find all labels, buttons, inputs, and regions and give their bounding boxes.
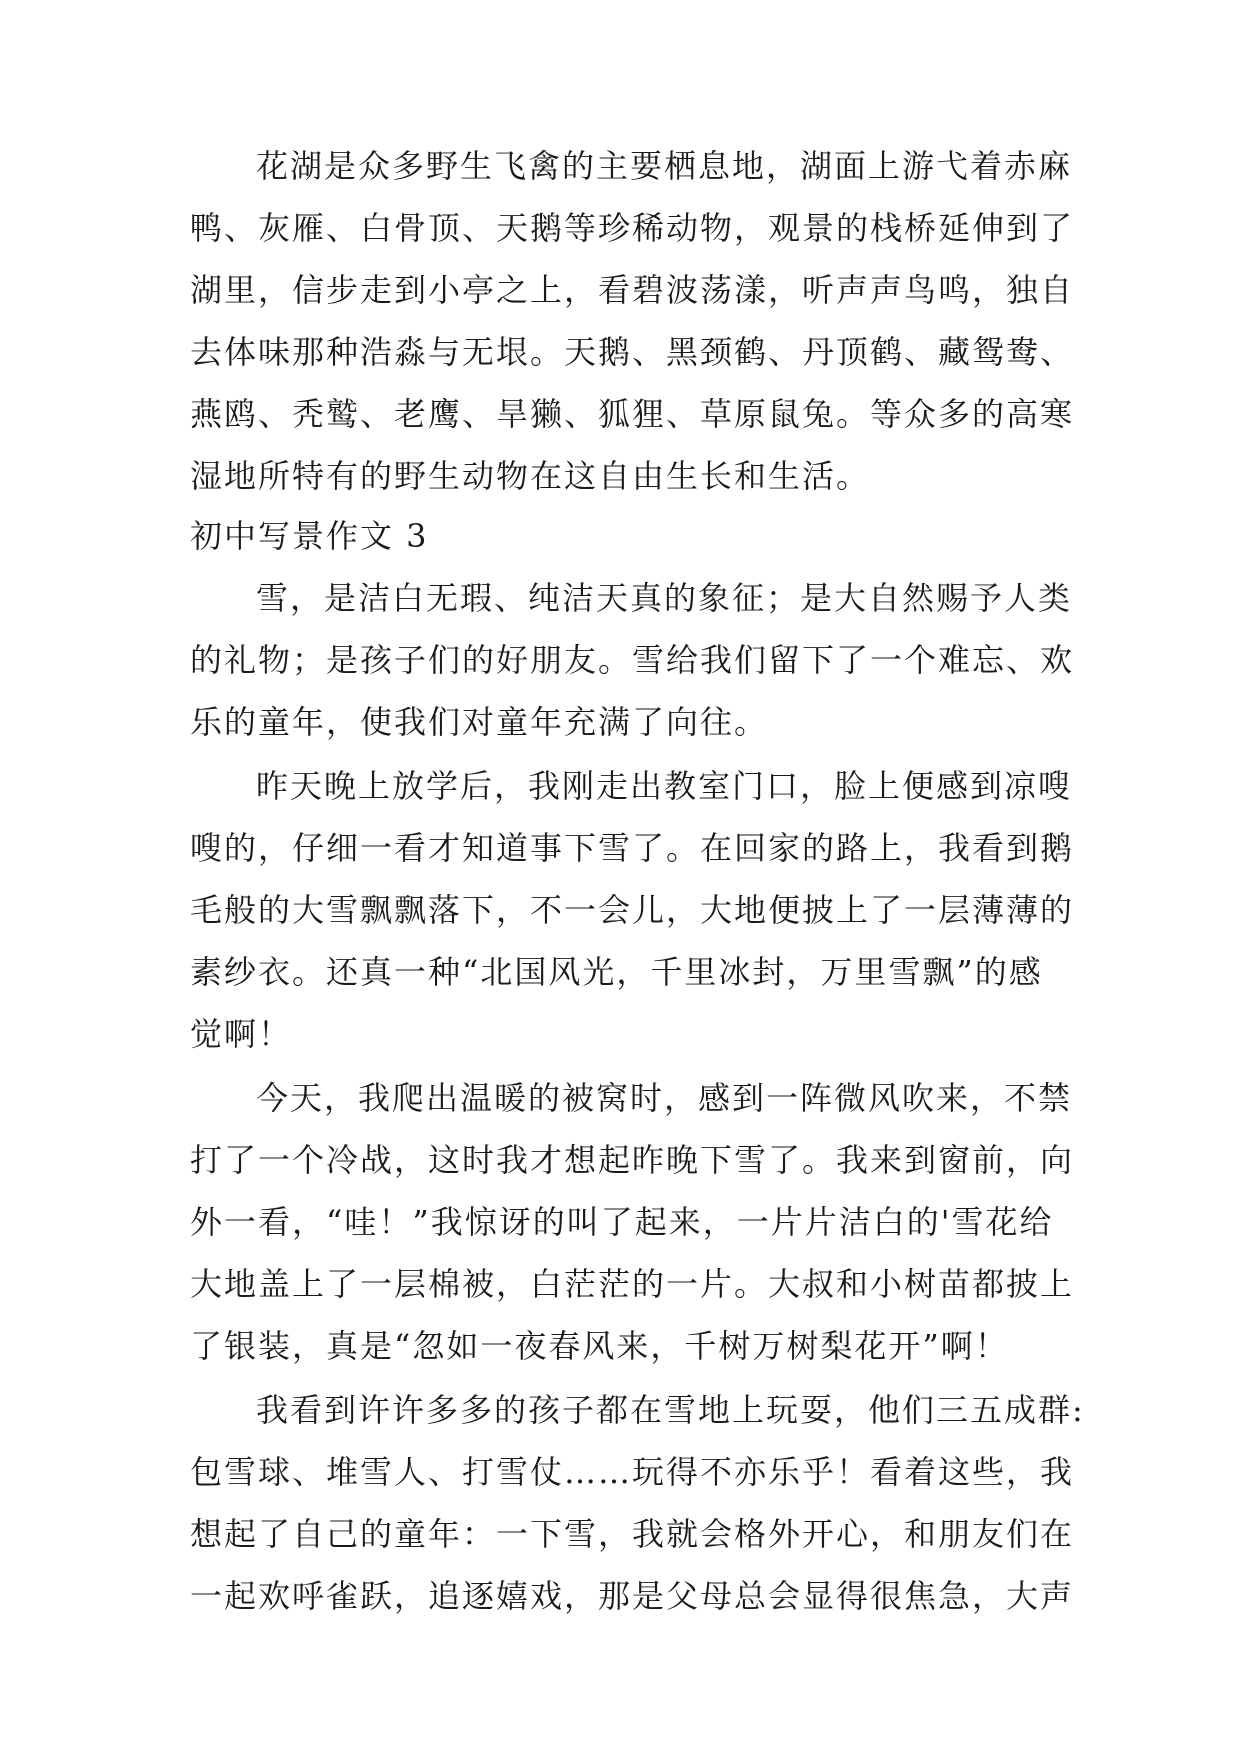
paragraph-line: 去体味那种浩淼与无垠。天鹅、黑颈鹤、丹顶鹤、藏鸳鸯、 bbox=[190, 333, 1075, 371]
paragraph-line: 的礼物；是孩子们的好朋友。雪给我们留下了一个难忘、欢 bbox=[190, 641, 1075, 679]
paragraph-line: 觉啊！ bbox=[190, 1015, 293, 1053]
paragraph-line: 鸭、灰雁、白骨顶、天鹅等珍稀动物，观景的栈桥延伸到了 bbox=[190, 209, 1075, 247]
paragraph-line: 乐的童年，使我们对童年充满了向往。 bbox=[190, 703, 769, 741]
paragraph-line: 昨天晚上放学后，我刚走出教室门口，脸上便感到凉嗖 bbox=[256, 767, 1073, 805]
paragraph-line: 外一看，“哇！”我惊讶的叫了起来，一片片洁白的'雪花给 bbox=[190, 1203, 1054, 1241]
paragraph-line: 大地盖上了一层棉被，白茫茫的一片。大叔和小树苗都披上 bbox=[190, 1265, 1075, 1303]
paragraph-line: 了银装，真是“忽如一夜春风来，千树万树梨花开”啊！ bbox=[190, 1327, 1009, 1365]
paragraph-line: 花湖是众多野生飞禽的主要栖息地，湖面上游弋着赤麻 bbox=[256, 147, 1073, 185]
paragraph-line: 包雪球、堆雪人、打雪仗……玩得不亦乐乎！看着这些，我 bbox=[190, 1453, 1075, 1491]
paragraph-line: 湖里，信步走到小亭之上，看碧波荡漾，听声声鸟鸣，独自 bbox=[190, 271, 1075, 309]
paragraph-line: 今天，我爬出温暖的被窝时，感到一阵微风吹来，不禁 bbox=[256, 1079, 1073, 1117]
paragraph-line: 一起欢呼雀跃，追逐嬉戏，那是父母总会显得很焦急，大声 bbox=[190, 1577, 1075, 1615]
paragraph-line: 素纱衣。还真一种“北国风光，千里冰封，万里雪飘”的感 bbox=[190, 953, 1043, 991]
paragraph-line: 嗖的，仔细一看才知道事下雪了。在回家的路上，我看到鹅 bbox=[190, 829, 1075, 867]
paragraph-line: 我看到许许多多的孩子都在雪地上玩耍，他们三五成群: bbox=[256, 1391, 1085, 1429]
paragraph-line: 打了一个冷战，这时我才想起昨晚下雪了。我来到窗前，向 bbox=[190, 1141, 1075, 1179]
paragraph-line: 湿地所特有的野生动物在这自由生长和生活。 bbox=[190, 457, 871, 495]
section-title: 初中写景作文 3 bbox=[190, 517, 429, 555]
paragraph-line: 毛般的大雪飘飘落下，不一会儿，大地便披上了一层薄薄的 bbox=[190, 891, 1075, 929]
paragraph-line: 想起了自己的童年：一下雪，我就会格外开心，和朋友们在 bbox=[190, 1515, 1075, 1553]
paragraph-line: 燕鸥、秃鹫、老鹰、旱獭、狐狸、草原鼠兔。等众多的高寒 bbox=[190, 395, 1075, 433]
paragraph-line: 雪，是洁白无瑕、纯洁天真的象征；是大自然赐予人类 bbox=[256, 579, 1073, 617]
